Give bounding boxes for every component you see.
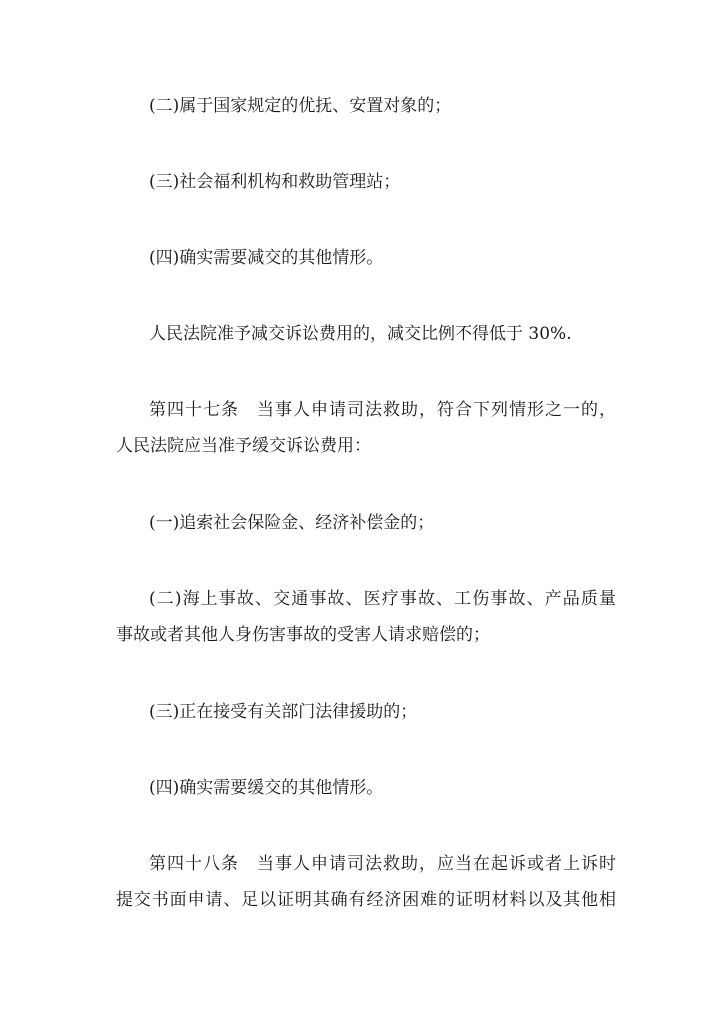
paragraph-item-2-accidents [116, 581, 616, 653]
paragraph-line: (一)追索社会保险金、经济补偿金的； [149, 513, 435, 533]
paragraph-item-3-welfare [149, 164, 649, 200]
paragraph-line: (二)海上事故、交通事故、医疗事故、工伤事故、产品质量 [149, 589, 616, 609]
paragraph-item-1-pursuit [149, 505, 649, 541]
paragraph-item-3-legal-aid [149, 694, 649, 730]
paragraph-line: 人民法院准予减交诉讼费用的，减交比例不得低于 30%. [149, 324, 572, 344]
paragraph-line: (三)社会福利机构和救助管理站； [149, 172, 401, 192]
paragraph-item-4-defer [149, 770, 649, 806]
paragraph-line: (二)属于国家规定的优抚、安置对象的； [149, 96, 452, 116]
paragraph-item-2-preferential [149, 88, 649, 124]
paragraph-line: 事故或者其他人身伤害事故的受害人请求赔偿的； [116, 625, 490, 645]
paragraph-item-4-reduce [149, 240, 649, 276]
paragraph-reduction-ratio [149, 316, 649, 352]
paragraph-article-47 [116, 392, 616, 464]
paragraph-line: (三)正在接受有关部门法律援助的； [149, 702, 418, 722]
paragraph-line: (四)确实需要缓交的其他情形。 [149, 778, 384, 798]
paragraph-line: (四)确实需要减交的其他情形。 [149, 248, 384, 268]
paragraph-line: 第四十八条 当事人申请司法救助，应当在起诉或者上诉时 [149, 854, 616, 874]
paragraph-article-48 [116, 846, 616, 918]
paragraph-line: 人民法院应当准予缓交诉讼费用： [116, 436, 371, 456]
paragraph-line: 第四十七条 当事人申请司法救助，符合下列情形之一的， [149, 400, 616, 420]
paragraph-line: 提交书面申请、足以证明其确有经济困难的证明材料以及其他相 [116, 890, 616, 910]
